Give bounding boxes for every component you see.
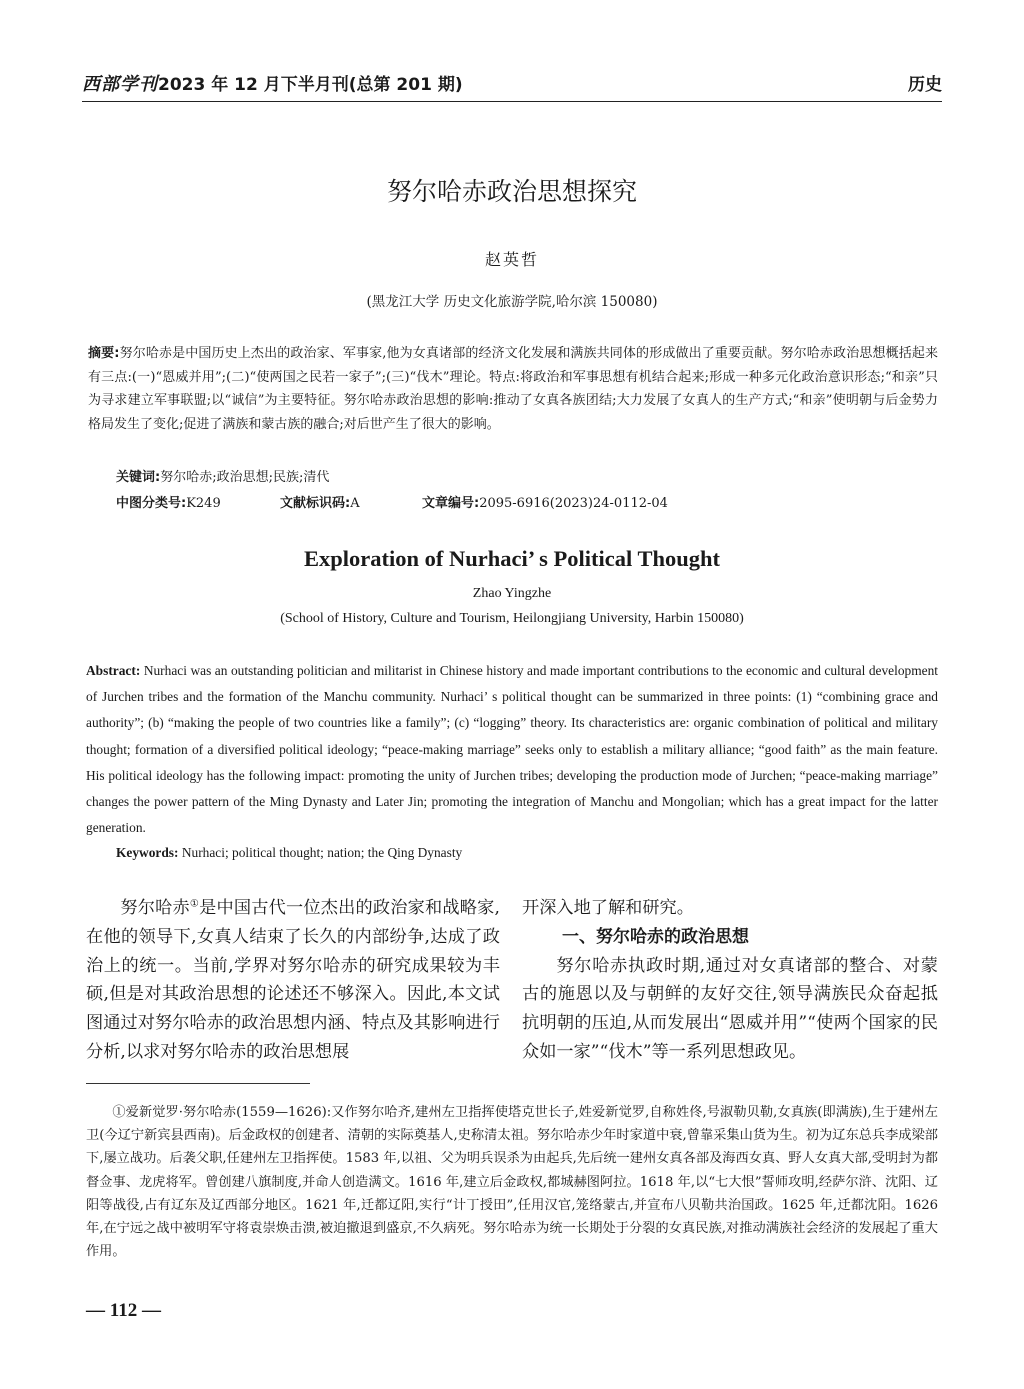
article-title-en: Exploration of Nurhaci’ s Political Thought xyxy=(303,546,721,571)
page-number: — 112 — xyxy=(86,1300,161,1321)
article-title-cn: 努尔哈赤政治思想探究 xyxy=(386,177,637,206)
abstract-en xyxy=(86,658,938,841)
body-column-right xyxy=(522,894,938,1067)
document-code: 文献标识码:A xyxy=(280,496,360,511)
intro-paragraph: 努尔哈赤①是中国古代一位杰出的政治家和战略家,在他的领导下,女真人结束了长久的内部纷争,达成了政治上的统一。当前,学界对努尔哈赤的研究成果较为丰硕,但是对其政治思想的论述还不够深入。因此,本文试图通过对努尔哈赤的政治思想内涵、特点及其影响进行分析,以求对努尔哈赤的政治思想展 xyxy=(86,898,501,1062)
footnote-divider xyxy=(86,1083,310,1084)
keywords-en xyxy=(116,843,936,863)
section-1-paragraph: 努尔哈赤执政时期,通过对女真诸部的整合、对蒙古的施恩以及与朝鲜的友好交往,领导满族民众奋起抵抗明朝的压迫,从而发展出“恩威并用”“使两个国家的民众如一家”“伐木”等一系列思想政见。 xyxy=(522,955,938,1062)
keywords-cn xyxy=(116,468,936,488)
abstract-label-en: Abstract: xyxy=(86,663,141,678)
footnote: ①爱新觉罗·努尔哈赤(1559—1626):又作努尔哈齐,建州左卫指挥使塔克世长子,姓爱新觉罗,自称姓佟,号淑勒贝勒,女真族(即满族),生于建州左卫(今辽宁新宾县西南)。后金政权的创建者、清朝的实际奠基人,史称清太祖。努尔哈赤少年时家道中衰,曾靠采集山货为生。初为辽东总兵李成梁部下,屡立战功。后袭父职,任建州左卫指挥使。1583 年,以祖、父为明兵误杀为由起兵,先后统一建州女真各部及海西女真、野人女真大部,受明封为都督佥事、龙虎将军。曾创建八旗制度,并命人创造满文。1616 年,建立后金政权,都城赫图阿拉。1618 年,以“七大恨”誓师攻明,经萨尔浒、沈阳、辽阳等战役,占有辽东及辽西部分地区。1621 年,迁都辽阳,实行“计丁授田”,任用汉官,笼络蒙古,并宣布八贝勒共治国政。1625 年,迁都沈阳。1626 年,在宁远之战中被明军守将袁崇焕击溃,被迫撤退到盛京,不久病死。努尔哈赤为统一长期处于分裂的女真民族,对推动满族社会经济的发展起了重大作用。 xyxy=(86,1105,938,1260)
keywords-text-cn: 努尔哈赤;政治思想;民族;清代 xyxy=(160,470,330,485)
journal-logo: 西部学刊 xyxy=(82,74,158,95)
header-divider xyxy=(82,101,942,102)
clc-code: 中图分类号:K249 xyxy=(116,496,221,511)
author-name-en: Zhao Yingzhe xyxy=(472,586,552,601)
running-header xyxy=(82,70,942,100)
author-name-cn: 赵英哲 xyxy=(484,250,539,269)
abstract-cn xyxy=(88,342,938,436)
intro-continuation: 开深入地了解和研究。 xyxy=(522,898,694,918)
abstract-text-cn: 努尔哈赤是中国历史上杰出的政治家、军事家,他为女真诸部的经济文化发展和满族共同体的形成做出了重要贡献。努尔哈赤政治思想概括起来有三点:(一)“恩威并用”;(二)“使两国之民若一家子”;(三)“伐木”理论。特点:将政治和军事思想有机结合起来;形成一种多元化政治意识形态;“和亲”只为寻求建立军事联盟;以“诚信”为主要特征。努尔哈赤政治思想的影响:推动了女真各族团结;大力发展了女真人的生产方式;“和亲”使明朝与后金势力格局发生了变化;促进了满族和蒙古族的融合;对后世产生了很大的影响。 xyxy=(88,346,938,432)
keywords-text-en: Nurhaci; political thought; nation; the Qing Dynasty xyxy=(181,845,463,860)
keywords-label-cn: 关键词: xyxy=(116,470,161,485)
section-heading-1: 一、努尔哈赤的政治思想 xyxy=(562,926,749,947)
issue-info: 2023 年 12 月下半月刊(总第 201 期) xyxy=(158,75,463,95)
section-label: 历史 xyxy=(908,75,942,95)
article-number: 文章编号:2095-6916(2023)24-0112-04 xyxy=(422,496,668,511)
abstract-label-cn: 摘要: xyxy=(88,346,120,361)
affiliation-en: (School of History, Culture and Tourism, Heilongjiang University, Harbin 150080) xyxy=(280,611,744,626)
footnote-marker[interactable]: ① xyxy=(189,898,200,910)
body-column-left xyxy=(86,894,500,1067)
abstract-text-en: Nurhaci was an outstanding politician and militarist in Chinese history and made important contributions to the economic and cultural development of Jurchen tribes and the formation of the Manchu community. Nurhaci’ s political thought can be summarized in three points: (1) “combining grace and authority”; (b) “making the people of two countries like a family”; (c) “logging” theory. Its characteristics are: organic combination of political and military thought; formation of a diversified political ideology; “peace-making marriage” seeks only to establish a military alliance; “good faith” as the main feature. His political ideology has the following impact: promoting the unity of Jurchen tribes; developing the production mode of Jurchen; “peace-making marriage” changes the power pattern of the Ming Dynasty and Later Jin; promoting the integration of Manchu and Mongolian; which has a great impact for the latter generation. xyxy=(86,663,938,836)
keywords-label-en: Keywords: xyxy=(116,845,179,860)
affiliation-cn: (黑龙江大学 历史文化旅游学院,哈尔滨 150080) xyxy=(366,294,658,310)
